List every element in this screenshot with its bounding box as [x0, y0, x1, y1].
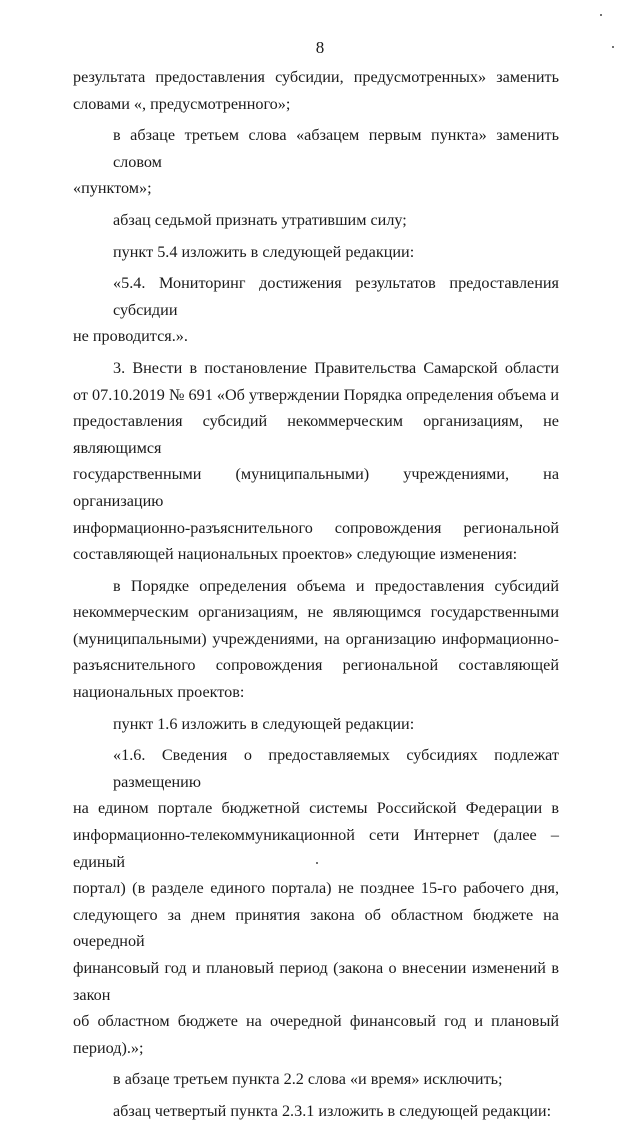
text-line: словами «, предусмотренного»;	[73, 94, 291, 113]
text-line: национальных проектов:	[73, 683, 245, 702]
text-line: в Порядке определения объема и предоставления субсидий	[113, 576, 559, 595]
document-body	[73, 64, 559, 1125]
scan-speck	[316, 862, 318, 864]
text-line: некоммерческим организациям, не являющимся государственными	[73, 603, 559, 622]
text-line: результата предоставления субсидии, предусмотренных» заменить	[73, 68, 559, 86]
text-line: на едином портале бюджетной системы Российской Федерации в	[73, 799, 559, 818]
text-line: в абзаце третьем пункта 2.2 слова «и время» исключить;	[113, 1070, 503, 1089]
text-line: пункт 1.6 изложить в следующей редакции:	[113, 714, 415, 733]
page-number: 8	[315, 38, 325, 57]
text-line: (муниципальными) учреждениями, на организацию информационно-	[73, 629, 559, 648]
text-line: предоставления субсидий некоммерческим организациям, не являющимся	[73, 412, 559, 457]
text-line: составляющей национальных проектов» следующие изменения:	[73, 545, 518, 564]
text-line: информационно-телекоммуникационной сети Интернет (далее – единый	[73, 826, 559, 871]
text-line: портал) (в разделе единого портала) не позднее 15-го рабочего дня,	[73, 879, 559, 898]
text-line: информационно-разъяснительного сопровождения региональной	[73, 518, 559, 537]
text-line: следующего за днем принятия закона об областном бюджете на очередной	[73, 905, 559, 951]
text-line: 3. Внести в постановление Правительства Самарской области	[113, 358, 559, 377]
text-line: «пунктом»;	[73, 179, 152, 198]
scan-speck	[612, 46, 614, 48]
scan-speck	[600, 14, 602, 16]
text-line: период).»;	[73, 1038, 144, 1057]
text-line: «5.4. Мониторинг достижения результатов предоставления субсидии	[113, 274, 559, 319]
text-line: абзац четвертый пункта 2.3.1 изложить в следующей редакции:	[113, 1101, 552, 1120]
text-line: абзац седьмой признать утратившим силу;	[113, 210, 407, 229]
text-line: пункт 5.4 изложить в следующей редакции:	[113, 242, 415, 261]
text-line: в абзаце третьем слова «абзацем первым пункта» заменить словом	[113, 126, 559, 171]
text-line: от 07.10.2019 № 691 «Об утверждении Порядка определения объема и	[73, 385, 559, 404]
text-line: «1.6. Сведения о предоставляемых субсидиях подлежат размещению	[113, 746, 559, 791]
text-line: разъяснительного сопровождения региональной составляющей	[73, 656, 559, 675]
text-line: не проводится.».	[73, 327, 188, 346]
text-line: об областном бюджете на очередной финансовый год и плановый	[73, 1012, 559, 1031]
text-line: финансовый год и плановый период (закона о внесении изменений в закон	[73, 959, 559, 1004]
text-line: государственными (муниципальными) учреждениями, на организацию	[73, 465, 559, 510]
